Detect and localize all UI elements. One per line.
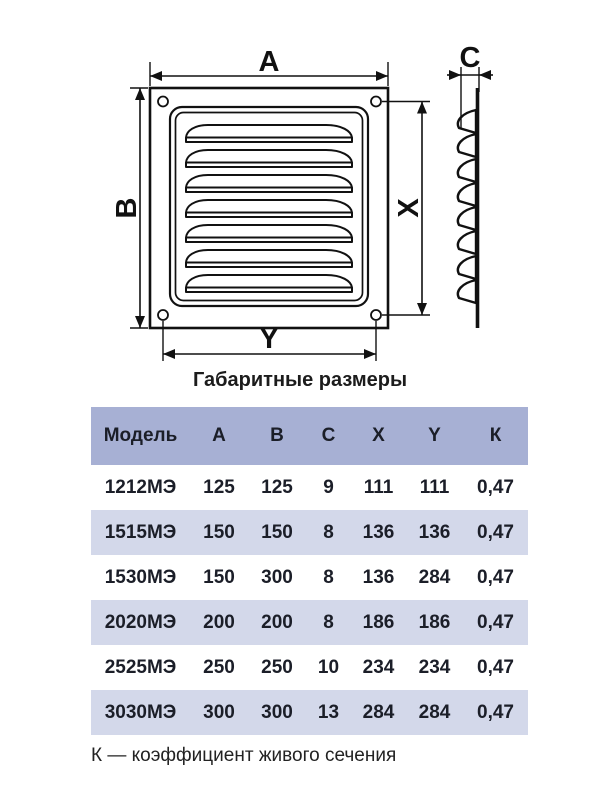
- cell-c: 10: [317, 656, 340, 678]
- cell-x: 136: [362, 521, 395, 543]
- footnote: К — коэффициент живого сечения: [91, 745, 397, 766]
- col-header-x: X: [372, 425, 385, 446]
- cell-a: 125: [203, 476, 235, 498]
- louver: [186, 250, 352, 267]
- dim-label-y: Y: [259, 323, 279, 355]
- table-row: [91, 555, 528, 600]
- cell-k: 0,47: [477, 701, 514, 723]
- scallop: [458, 280, 476, 303]
- mounting-hole-bottom-left: [158, 310, 168, 320]
- cell-model: 1212МЭ: [104, 476, 177, 498]
- cell-model: 2525МЭ: [104, 656, 177, 678]
- scallop: [458, 231, 476, 254]
- cell-model: 2020МЭ: [104, 611, 177, 633]
- cell-b: 300: [261, 701, 293, 723]
- louver: [186, 175, 352, 192]
- col-header-b: B: [270, 425, 284, 446]
- dimensions-diagram: [0, 0, 600, 368]
- scallop: [458, 159, 476, 182]
- cell-b: 200: [261, 611, 293, 633]
- table-row: [91, 510, 528, 555]
- cell-a: 150: [203, 521, 235, 543]
- table-row: [91, 465, 528, 510]
- table-header-row: [91, 407, 528, 465]
- scallop: [458, 183, 476, 206]
- cell-k: 0,47: [477, 476, 514, 498]
- cell-c: 9: [323, 476, 334, 498]
- scallop: [458, 207, 476, 230]
- cell-b: 125: [261, 476, 293, 498]
- cell-c: 8: [323, 566, 334, 588]
- cell-b: 150: [261, 521, 293, 543]
- louver: [186, 125, 352, 142]
- cell-c: 8: [323, 521, 334, 543]
- cell-k: 0,47: [477, 566, 514, 588]
- cell-x: 136: [362, 566, 395, 588]
- cell-y: 111: [419, 476, 450, 498]
- col-header-y: Y: [428, 425, 441, 446]
- scallop: [458, 256, 476, 279]
- cell-b: 250: [261, 656, 293, 678]
- col-header-c: C: [321, 425, 336, 446]
- dimensions-table: [91, 407, 528, 735]
- table-row: [91, 645, 528, 690]
- cell-c: 13: [317, 701, 340, 723]
- louver: [186, 200, 352, 217]
- louver: [186, 225, 352, 242]
- mounting-hole-top-left: [158, 97, 168, 107]
- cell-y: 186: [418, 611, 451, 633]
- cell-model: 1530МЭ: [104, 566, 177, 588]
- dimension-a: [150, 46, 388, 86]
- cell-x: 234: [362, 656, 395, 678]
- cell-k: 0,47: [477, 656, 514, 678]
- mounting-hole-top-right: [371, 97, 381, 107]
- cell-y: 234: [418, 656, 451, 678]
- cell-y: 136: [418, 521, 451, 543]
- front-view: [150, 88, 388, 328]
- cell-model: 3030МЭ: [104, 701, 177, 723]
- cell-x: 186: [362, 611, 395, 633]
- cell-b: 300: [261, 566, 293, 588]
- side-louver-scallops: [458, 110, 476, 303]
- col-header-k: К: [489, 425, 502, 446]
- louvers: [186, 125, 352, 292]
- cell-x: 284: [362, 701, 395, 723]
- cell-x: 111: [363, 476, 394, 498]
- cell-a: 200: [203, 611, 235, 633]
- dimension-b: [111, 88, 148, 328]
- cell-model: 1515МЭ: [104, 521, 177, 543]
- diagram-caption: Габаритные размеры: [192, 369, 408, 391]
- louver: [186, 150, 352, 167]
- table-row: [91, 600, 528, 645]
- cell-k: 0,47: [477, 521, 514, 543]
- dim-label-c: C: [459, 42, 481, 74]
- cell-k: 0,47: [477, 611, 514, 633]
- dim-label-x: X: [393, 198, 425, 218]
- cell-a: 300: [203, 701, 235, 723]
- col-header-a: A: [212, 425, 226, 446]
- col-header-model: Модель: [103, 425, 178, 446]
- cell-a: 150: [203, 566, 235, 588]
- louver: [186, 275, 352, 292]
- cell-c: 8: [323, 611, 334, 633]
- cell-y: 284: [418, 701, 451, 723]
- dim-label-a: A: [258, 46, 280, 78]
- dim-label-b: B: [111, 197, 143, 219]
- scallop: [458, 134, 476, 157]
- cell-a: 250: [203, 656, 235, 678]
- table-row: [91, 690, 528, 735]
- cell-y: 284: [418, 566, 451, 588]
- mounting-hole-bottom-right: [371, 310, 381, 320]
